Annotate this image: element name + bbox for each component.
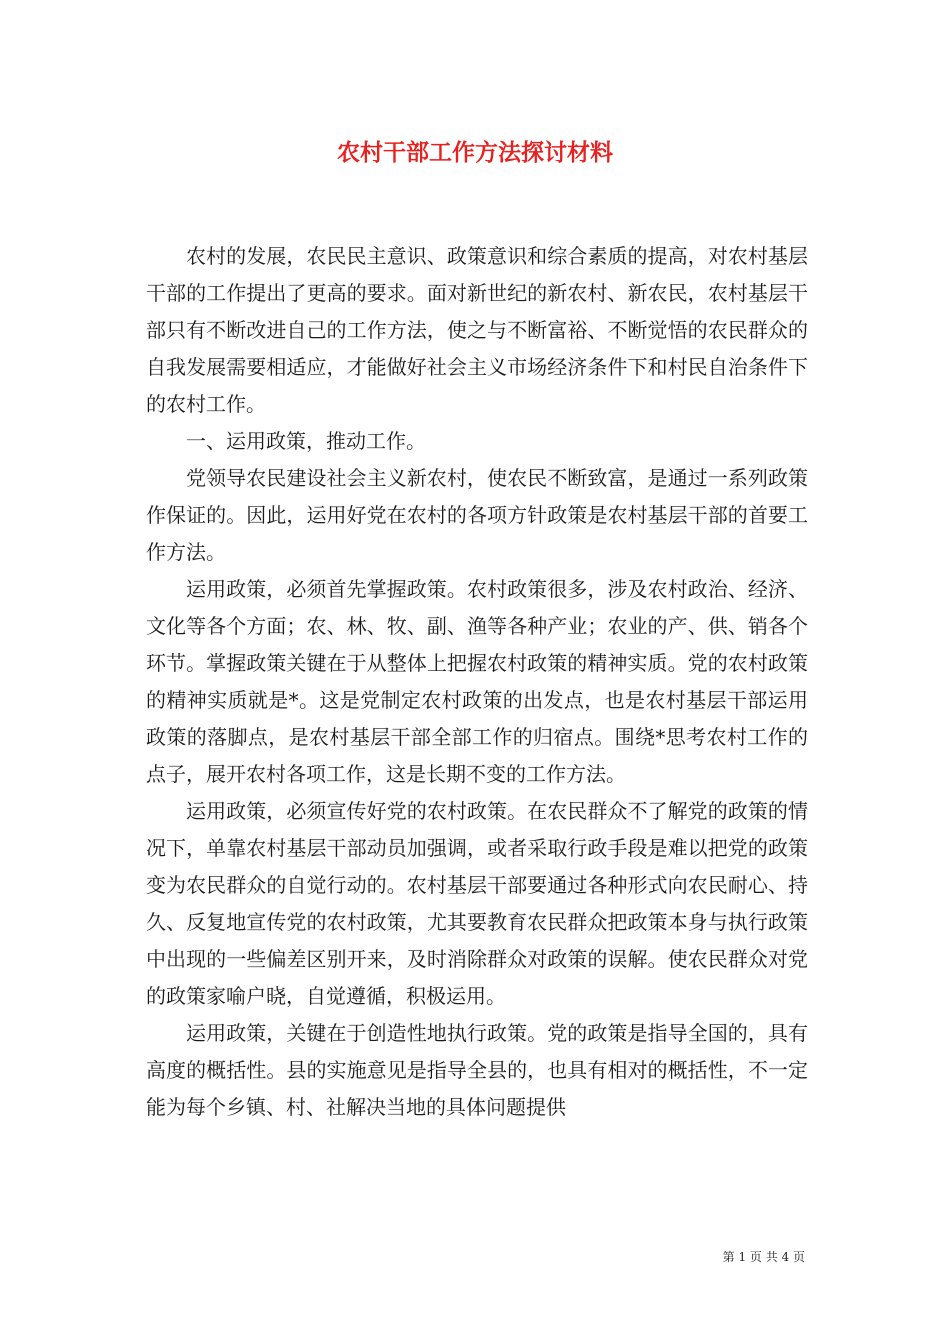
page-number-footer: 第 1 页 共 4 页 — [722, 1250, 805, 1264]
paragraph-policy-guarantee: 党领导农民建设社会主义新农村，使农民不断致富，是通过一系列政策作保证的。因此，运用好党在农村的各项方针政策是农村基层干部的首要工作方法。 — [146, 466, 808, 564]
paragraph-creative-execution: 运用政策，关键在于创造性地执行政策。党的政策是指导全国的，具有高度的概括性。县的实施意见是指导全县的，也具有相对的概括性，不一定能为每个乡镇、村、社解决当地的具体问题提供 — [146, 1021, 808, 1119]
paragraph-master-policy: 运用政策，必须首先掌握政策。农村政策很多，涉及农村政治、经济、文化等各个方面；农、林、牧、副、渔等各种产业；农业的产、供、销各个环节。掌握政策关键在于从整体上把握农村政策的精神实质。党的农村政策的精神实质就是*。这是党制定农村政策的出发点，也是农村基层干部运用政策的落脚点，是农村基层干部全部工作的归宿点。围绕*思考农村工作的点子，展开农村各项工作，这是长期不变的工作方法。 — [146, 577, 808, 786]
document-title: 农村干部工作方法探讨材料 — [337, 139, 613, 166]
document-body — [146, 238, 808, 1126]
paragraph-intro: 农村的发展，农民民主意识、政策意识和综合素质的提高，对农村基层干部的工作提出了更高的要求。面对新世纪的新农村、新农民，农村基层干部只有不断改进自己的工作方法，使之与不断富裕、不断觉悟的农民群众的自我发展需要相适应，才能做好社会主义市场经济条件下和村民自治条件下的农村工作。 — [146, 244, 808, 416]
section-heading: 一、运用政策，推动工作。 — [186, 429, 426, 453]
paragraph-promote-policy: 运用政策，必须宣传好党的农村政策。在农民群众不了解党的政策的情况下，单靠农村基层干部动员加强调，或者采取行政手段是难以把党的政策变为农民群众的自觉行动的。农村基层干部要通过各种形式向农民耐心、持久、反复地宣传党的农村政策，尤其要教育农民群众把政策本身与执行政策中出现的一些偏差区别开来，及时消除群众对政策的误解。使农民群众对党的政策家喻户晓，自觉遵循，积极运用。 — [146, 799, 808, 1008]
